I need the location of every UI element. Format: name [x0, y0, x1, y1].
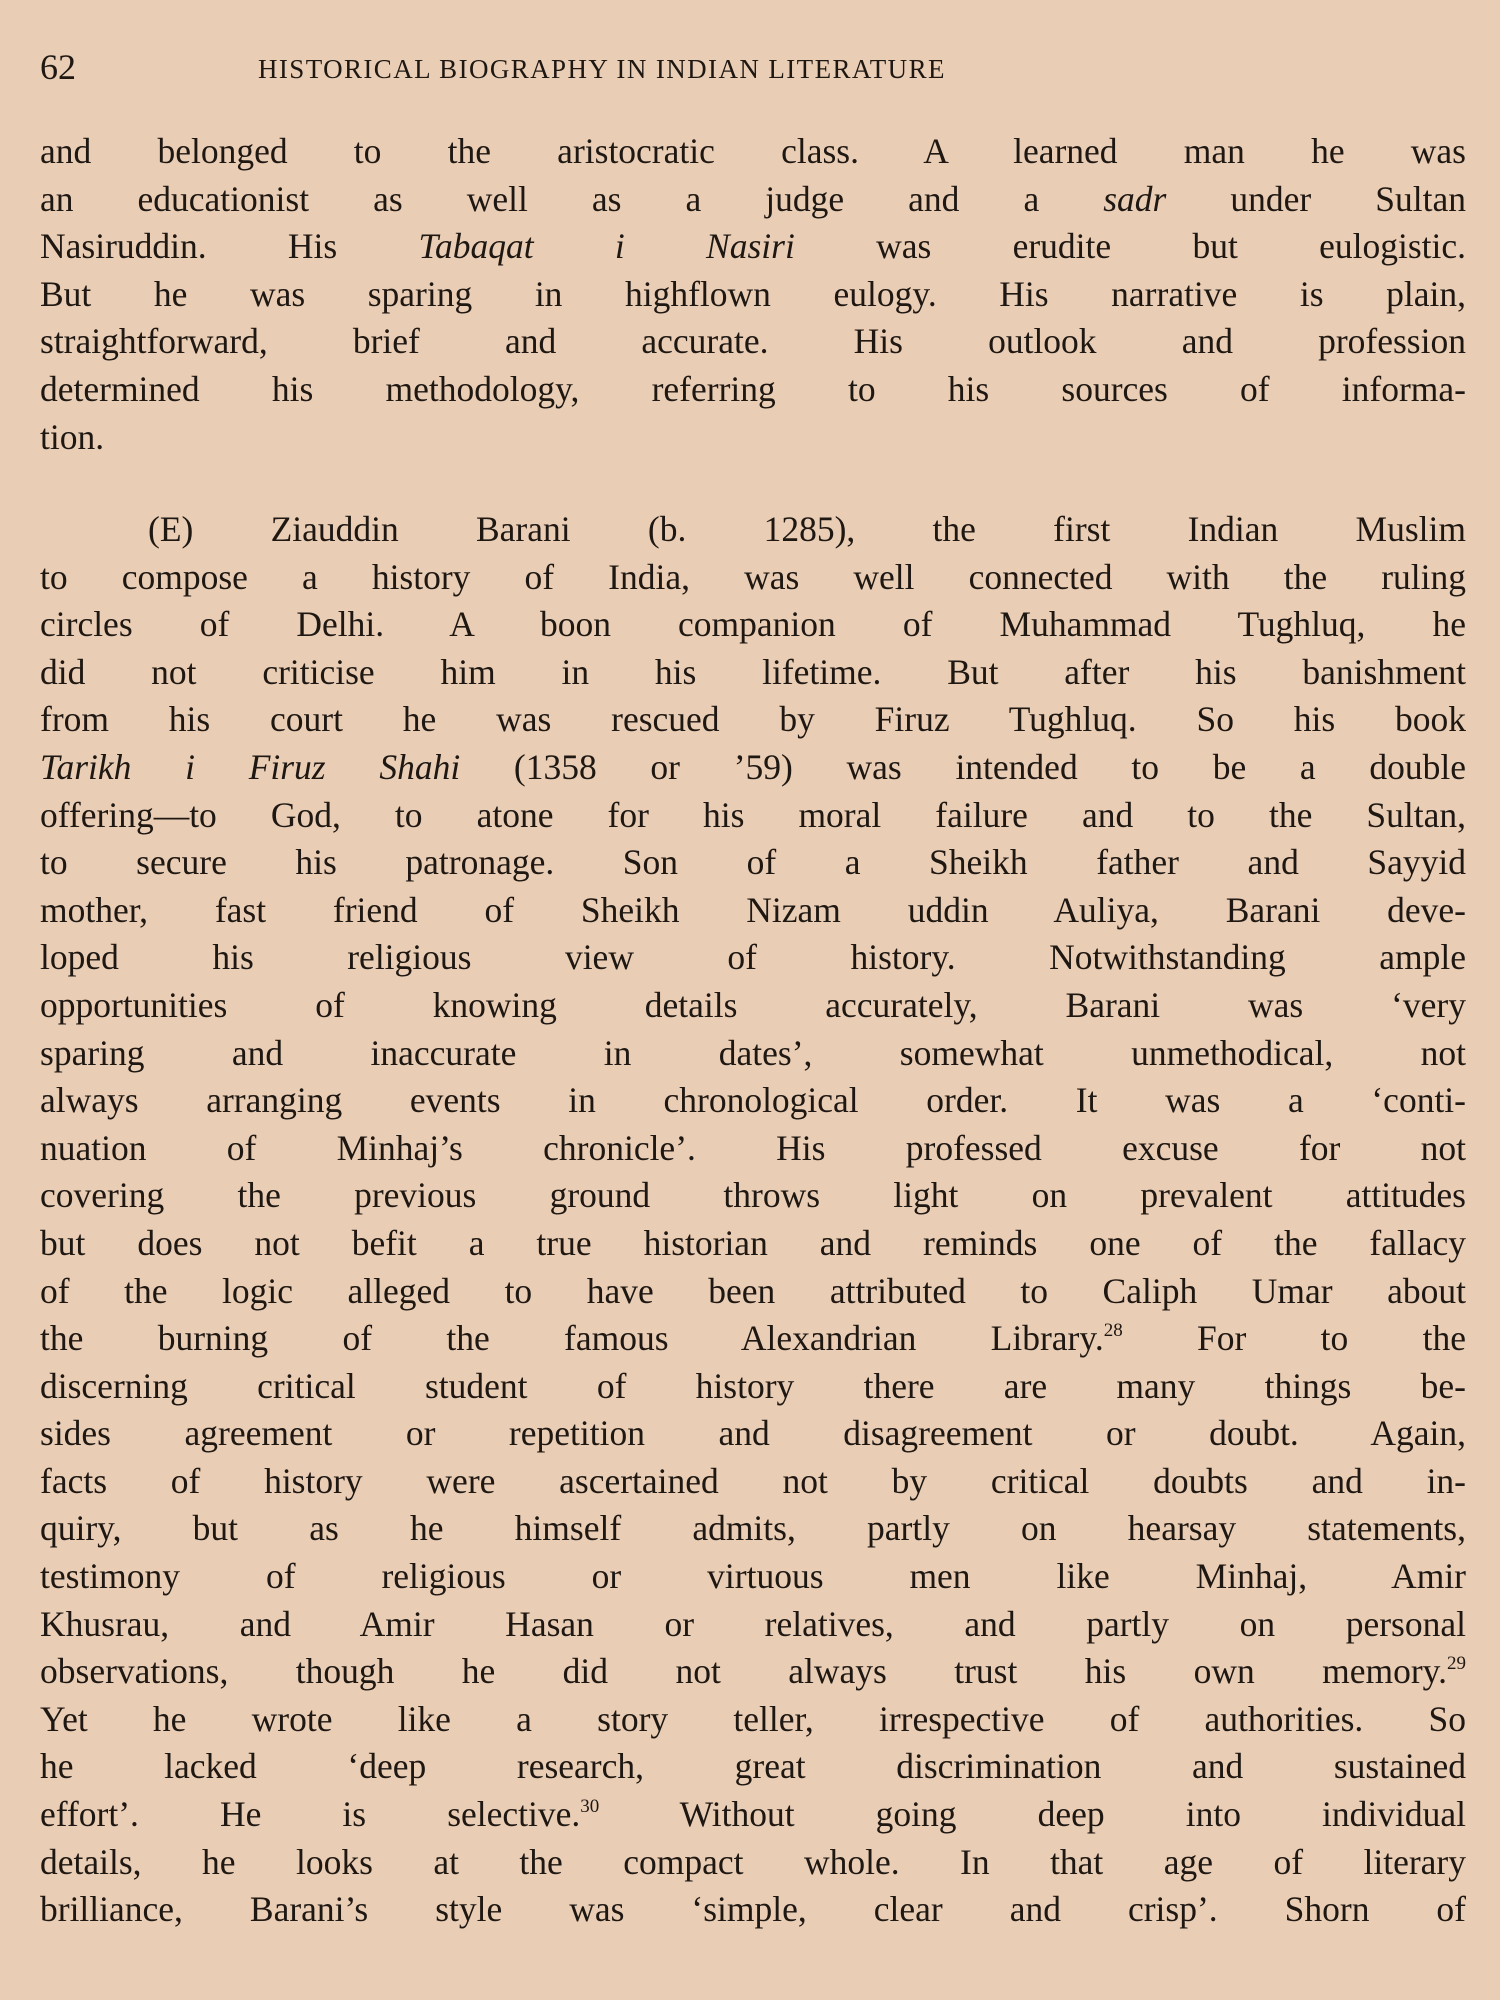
text-line: Tarikh i Firuz Shahi (1358 or ’59) was intended to be a double — [40, 746, 1466, 787]
page-header — [40, 42, 1460, 92]
text-line: straightforward, brief and accurate. His outlook and profession — [40, 321, 1466, 362]
italic-title: sadr — [1103, 178, 1167, 219]
text-line: Nasiruddin. His Tabaqat i Nasiri was erudite but eulogistic. — [40, 226, 1466, 267]
text-line: mother, fast friend of Sheikh Nizam uddin Auliya, Barani deve- — [40, 889, 1466, 930]
text-line: details, he looks at the compact whole. In that age of literary — [40, 1841, 1466, 1882]
text-line: to compose a history of India, was well connected with the ruling — [40, 556, 1466, 597]
text-line: of the logic alleged to have been attributed to Caliph Umar about — [40, 1270, 1466, 1311]
text-line: loped his religious view of history. Notwithstanding ample — [40, 937, 1466, 978]
text-line: quiry, but as he himself admits, partly on hearsay statements, — [40, 1508, 1466, 1549]
text-line: always arranging events in chronological order. It was a ‘conti- — [40, 1080, 1466, 1121]
text-line: effort’. He is selective.$^{30}$ Without going deep into individual — [40, 1794, 1466, 1835]
running-title: HISTORICAL BIOGRAPHY IN INDIAN LITERATURE — [258, 54, 946, 84]
text-line: nuation of Minhaj’s chronicle’. His professed excuse for not — [40, 1127, 1466, 1168]
footnote-marker: 28 — [1103, 1320, 1123, 1342]
text-line: testimony of religious or virtuous men like Minhaj, Amir — [40, 1556, 1466, 1597]
text-line: sparing and inaccurate in dates’, somewhat unmethodical, not — [40, 1032, 1466, 1073]
text-line: but does not befit a true historian and reminds one of the fallacy — [40, 1222, 1466, 1263]
text-line: circles of Delhi. A boon companion of Muhammad Tughluq, he — [40, 604, 1466, 645]
text-line: sides agreement or repetition and disagreement or doubt. Again, — [40, 1413, 1466, 1454]
text-line: Yet he wrote like a story teller, irrespective of authorities. So — [40, 1698, 1466, 1739]
text-line: opportunities of knowing details accurately, Barani was ‘very — [40, 984, 1466, 1025]
text-line: But he was sparing in highflown eulogy. His narrative is plain, — [40, 273, 1466, 314]
text-line: brilliance, Barani’s style was ‘simple, clear and crisp’. Shorn of — [40, 1889, 1466, 1930]
text-line: covering the previous ground throws light on prevalent attitudes — [40, 1175, 1466, 1216]
text-line: observations, though he did not always trust his own memory.$^{29}$ — [40, 1651, 1466, 1692]
text-line: he lacked ‘deep research, great discrimination and sustained — [40, 1746, 1466, 1787]
text-line: discerning critical student of history there are many things be- — [40, 1365, 1466, 1406]
footnote-marker: 29 — [1447, 1653, 1466, 1675]
text-line: Khusrau, and Amir Hasan or relatives, and partly on personal — [40, 1603, 1466, 1644]
text-line: from his court he was rescued by Firuz Tughluq. So his book — [40, 699, 1466, 740]
text-line: the burning of the famous Alexandrian Library.$^{28}$ For to the — [40, 1318, 1466, 1359]
paragraph-ziauddin-barani — [40, 506, 1466, 1934]
text-line: (E) Ziauddin Barani (b. 1285), the first Indian Muslim — [148, 509, 1466, 549]
text-line: facts of history were ascertained not by critical doubts and in- — [40, 1460, 1466, 1501]
italic-title: Tabaqat i Nasiri — [418, 226, 795, 267]
text-line: and belonged to the aristocratic class. A learned man he was — [40, 131, 1466, 171]
italic-title: Tarikh i Firuz Shahi — [40, 746, 461, 787]
text-line: tion. — [40, 416, 105, 457]
paragraph-barani-predecessor — [40, 128, 1466, 461]
page-number: 62 — [40, 47, 76, 87]
text-line: offering—to God, to atone for his moral failure and to the Sultan, — [40, 794, 1466, 835]
text-line: did not criticise him in his lifetime. But after his banishment — [40, 651, 1466, 692]
text-line: to secure his patronage. Son of a Sheikh father and Sayyid — [40, 842, 1466, 883]
footnote-marker: 30 — [580, 1796, 600, 1818]
text-line: an educationist as well as a judge and a sadr under Sultan — [40, 178, 1466, 219]
text-line: determined his methodology, referring to his sources of informa- — [40, 368, 1466, 409]
